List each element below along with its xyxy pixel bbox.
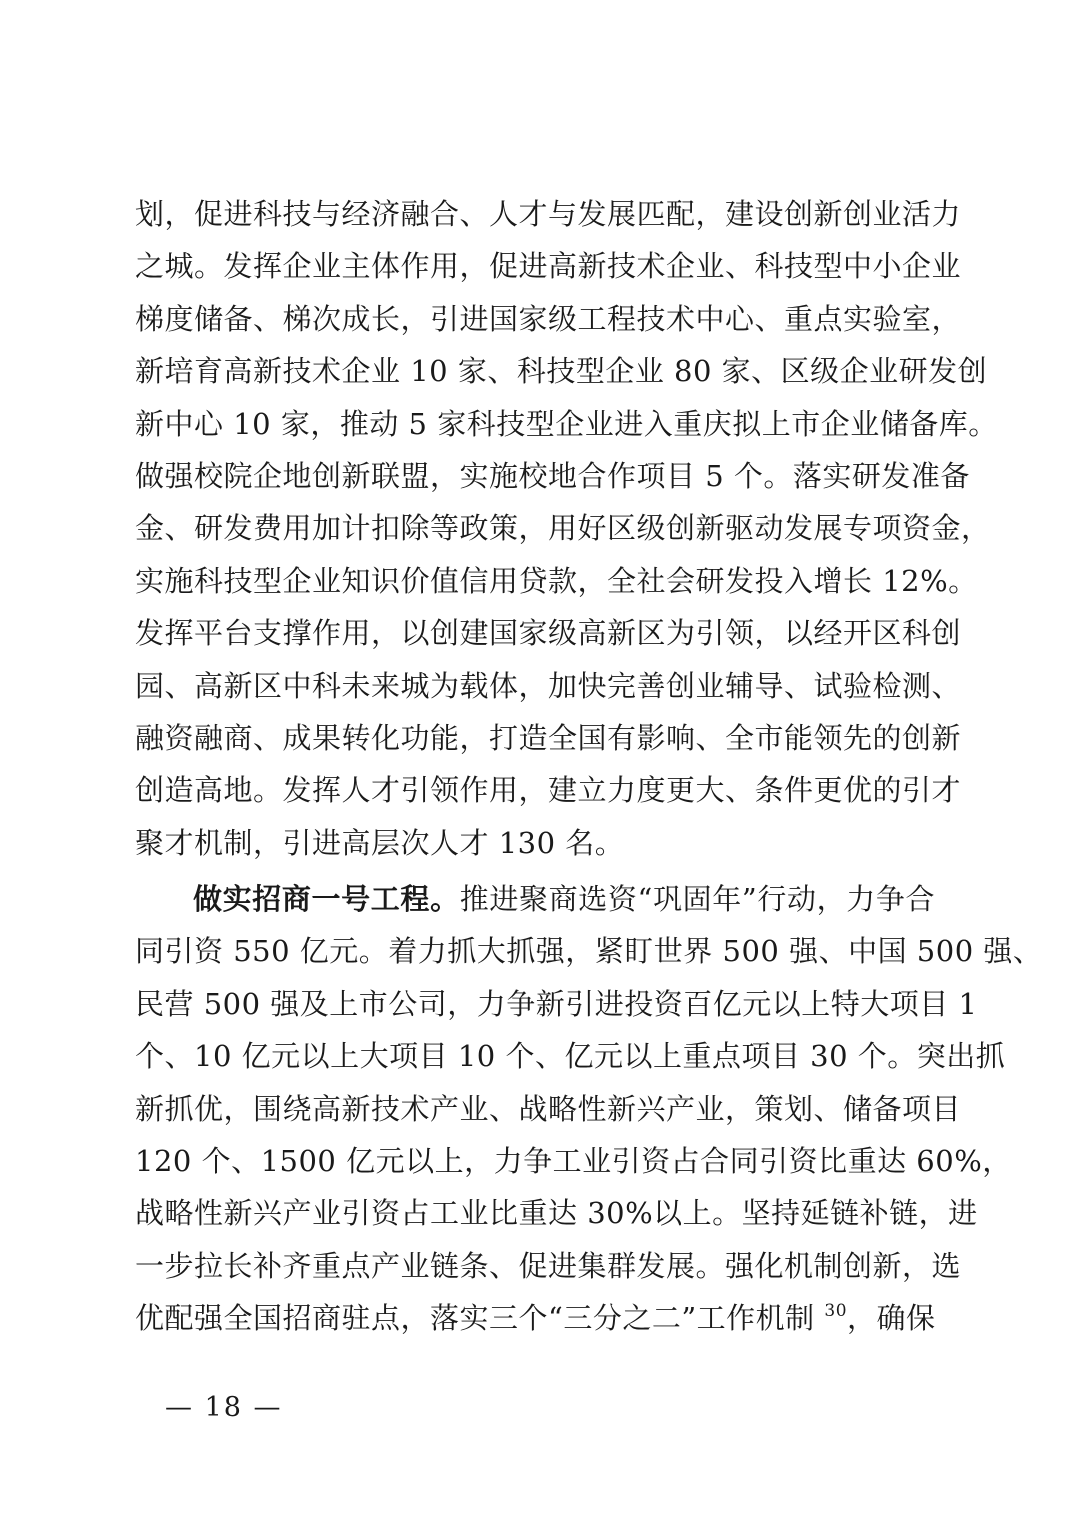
text-line: 120 个、1500 亿元以上，力争工业引资占合同引资比重达 60%， xyxy=(135,1144,1012,1179)
text-line: 发挥平台支撑作用，以创建国家级高新区为引领，以经开区科创 xyxy=(135,616,962,651)
text-line xyxy=(135,873,935,925)
text-line: 实施科技型企业知识价值信用贷款，全社会研发投入增长 12%。 xyxy=(135,563,978,598)
text-line: 同引资 550 亿元。着力抓大抓强，紧盯世界 500 强、中国 500 强、 xyxy=(135,934,1043,969)
text-line: 新中心 10 家，推动 5 家科技型企业进入重庆拟上市企业储备库。 xyxy=(135,406,998,441)
paragraph-science-tech xyxy=(135,188,998,869)
text-line xyxy=(135,1292,935,1344)
text-line: 一步拉长补齐重点产业链条、促进集群发展。强化机制创新，选 xyxy=(135,1248,962,1283)
text-line: 梯度储备、梯次成长，引进国家级工程技术中心、重点实验室， xyxy=(135,301,962,336)
text-run: 推进聚商选资“巩固年”行动，力争合 xyxy=(459,882,935,917)
body-text xyxy=(135,188,1043,1345)
text-line: 融资融商、成果转化功能，打造全国有影响、全市能领先的创新 xyxy=(135,720,962,755)
text-line: 金、研发费用加计扣除等政策，用好区级创新驱动发展专项资金， xyxy=(135,511,991,546)
text-line: 战略性新兴产业引资占工业比重达 30%以上。坚持延链补链，进 xyxy=(135,1196,978,1231)
text-run: 优配强全国招商驻点，落实三个“三分之二”工作机制 xyxy=(135,1301,825,1336)
section-heading: 做实招商一号工程。 xyxy=(193,882,460,917)
text-line: 创造高地。发挥人才引领作用，建立力度更大、条件更优的引才 xyxy=(135,773,962,808)
text-run: ，确保 xyxy=(847,1301,936,1336)
text-line: 园、高新区中科未来城为载体，加快完善创业辅导、试验检测、 xyxy=(135,668,962,703)
paragraph-investment xyxy=(135,873,1043,1345)
text-line: 新抓优，围绕高新技术产业、战略性新兴产业，策划、储备项目 xyxy=(135,1091,962,1126)
page-number: — 18 — xyxy=(165,1392,283,1423)
footnote-reference[interactable]: 30 xyxy=(824,1301,848,1322)
text-line: 聚才机制，引进高层次人才 130 名。 xyxy=(135,825,625,860)
text-line: 划，促进科技与经济融合、人才与发展匹配，建设创新创业活力 xyxy=(135,197,962,231)
text-line: 之城。发挥企业主体作用，促进高新技术企业、科技型中小企业 xyxy=(135,249,962,284)
text-line: 新培育高新技术企业 10 家、科技型企业 80 家、区级企业研发创 xyxy=(135,354,988,389)
text-line: 民营 500 强及上市公司，力争新引进投资百亿元以上特大项目 1 xyxy=(135,986,978,1021)
text-line: 做强校院企地创新联盟，实施校地合作项目 5 个。落实研发准备 xyxy=(135,458,970,493)
text-line: 个、10 亿元以上大项目 10 个、亿元以上重点项目 30 个。突出抓 xyxy=(135,1039,1006,1074)
